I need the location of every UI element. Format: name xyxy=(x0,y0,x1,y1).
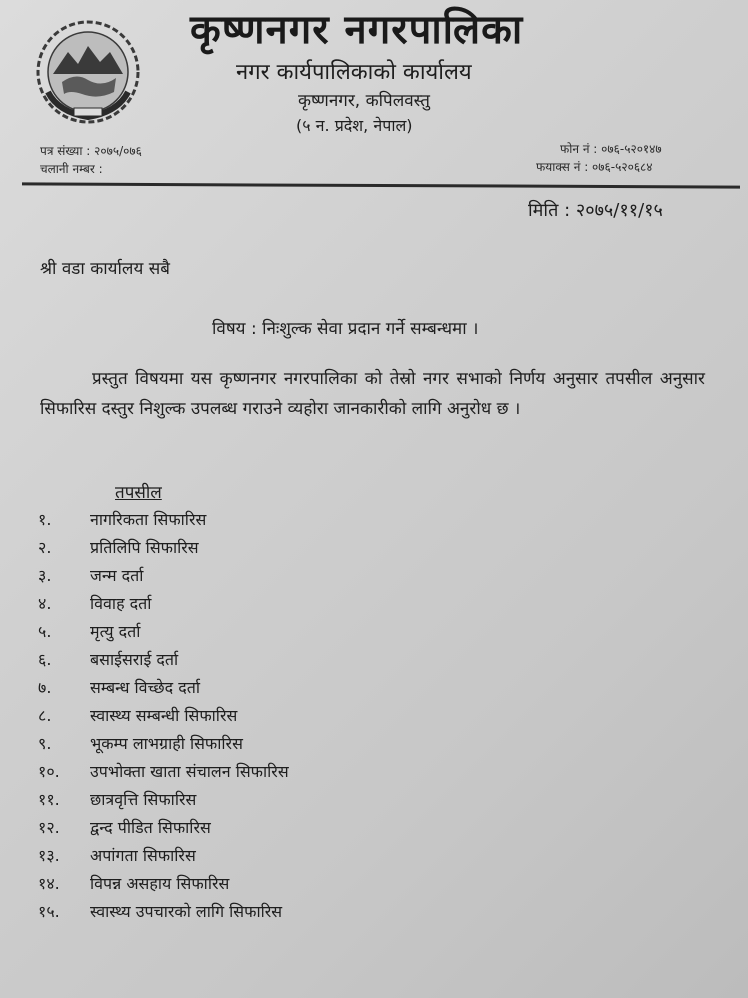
recipient: श्री वडा कार्यालय सबै xyxy=(40,259,170,279)
item-text: विवाह दर्ता xyxy=(90,594,152,613)
letter-date: मिति : २०७५/११/१५ xyxy=(528,200,663,221)
letter-number: पत्र संख्या : २०७५/०७६ xyxy=(40,144,142,158)
item-number: १५. xyxy=(38,902,60,921)
office-location: कृष्णनगर, कपिलवस्तु xyxy=(298,91,430,111)
item-number: ४. xyxy=(38,594,52,613)
item-text: छात्रवृत्ति सिफारिस xyxy=(90,790,197,809)
item-number: १. xyxy=(38,510,52,529)
item-number: १४. xyxy=(38,874,60,893)
list-item xyxy=(38,844,196,866)
item-number: ३. xyxy=(38,566,52,585)
body-paragraph: प्रस्तुत विषयमा यस कृष्णनगर नगरपालिका को तेस्रो नगर सभाको निर्णय अनुसार तपसील अनुसार सिफारिस दस्तुर निशुल्क उपलब्ध गराउने व्यहोरा जानकारीको लागि अनुरोध छ । xyxy=(40,369,705,419)
list-item xyxy=(38,536,199,558)
item-text: स्वास्थ्य सम्बन्धी सिफारिस xyxy=(90,706,238,725)
item-text: भूकम्प लाभग्राही सिफारिस xyxy=(90,734,243,753)
item-text: द्वन्द पीडित सिफारिस xyxy=(90,818,211,837)
office-name: नगर कार्यपालिकाको कार्यालय xyxy=(236,60,472,85)
item-text: बसाईसराई दर्ता xyxy=(90,650,179,669)
list-item xyxy=(38,816,211,838)
list-item xyxy=(38,788,196,810)
item-text: स्वास्थ्य उपचारको लागि सिफारिस xyxy=(90,902,283,921)
list-item xyxy=(38,900,282,922)
list-heading: तपसील xyxy=(115,483,162,503)
item-text: मृत्यु दर्ता xyxy=(90,622,141,641)
list-item xyxy=(38,760,289,782)
list-item xyxy=(38,676,200,698)
item-text: उपभोक्ता खाता संचालन सिफारिस xyxy=(90,762,289,781)
list-item xyxy=(38,564,143,586)
item-text: सम्बन्ध विच्छेद दर्ता xyxy=(90,678,200,697)
list-item xyxy=(38,732,243,754)
list-item xyxy=(38,592,151,614)
list-item xyxy=(38,704,237,726)
letterhead-divider xyxy=(22,182,740,188)
item-number: १०. xyxy=(38,762,60,781)
office-province: (५ न. प्रदेश, नेपाल) xyxy=(296,116,413,135)
item-number: ६. xyxy=(38,650,52,669)
subject-line: विषय : निःशुल्क सेवा प्रदान गर्ने सम्बन्धमा । xyxy=(212,319,479,339)
dispatch-number: चलानी नम्बर : xyxy=(40,162,103,176)
phone-number: फोन नं : ०७६-५२०१४७ xyxy=(560,142,662,156)
list-item xyxy=(38,620,140,642)
item-text: नागरिकता सिफारिस xyxy=(90,510,207,529)
list-item xyxy=(38,872,229,894)
item-text: अपांगता सिफारिस xyxy=(90,846,196,865)
item-number: ९. xyxy=(38,734,52,753)
item-text: प्रतिलिपि सिफारिस xyxy=(90,538,199,557)
list-item xyxy=(38,648,178,670)
letterhead-title: कृष्णनगर नगरपालिका xyxy=(190,7,524,53)
item-text: विपन्न असहाय सिफारिस xyxy=(90,874,230,893)
item-text: जन्म दर्ता xyxy=(90,566,144,585)
item-number: २. xyxy=(38,538,52,557)
item-number: १३. xyxy=(38,846,60,865)
item-number: ८. xyxy=(38,706,52,725)
government-emblem-icon xyxy=(28,12,148,132)
list-item xyxy=(38,508,206,530)
item-number: ५. xyxy=(38,622,52,641)
item-number: ७. xyxy=(38,678,52,697)
item-number: १२. xyxy=(38,818,60,837)
fax-number: फयाक्स नं : ०७६-५२०६८४ xyxy=(536,160,653,174)
item-number: ११. xyxy=(38,790,60,809)
